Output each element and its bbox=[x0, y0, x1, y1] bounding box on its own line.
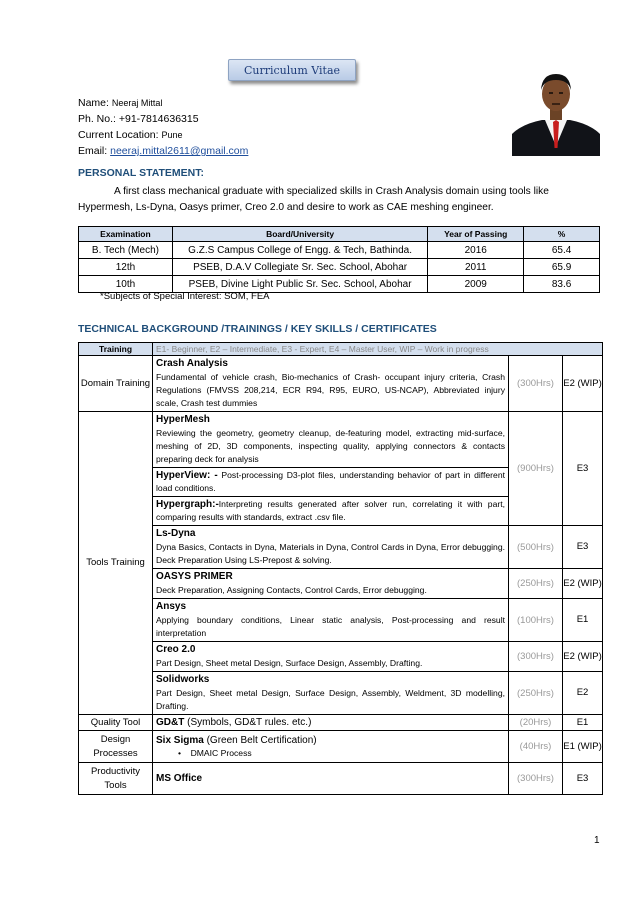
skill-title: Crash Analysis bbox=[156, 358, 228, 369]
email-label: Email: bbox=[78, 145, 108, 157]
education-col-board: Board/University bbox=[172, 227, 427, 242]
education-cell: 83.6 bbox=[524, 276, 600, 293]
subjects-footnote: *Subjects of Special Interest: SOM, FEA bbox=[100, 291, 270, 302]
skill-desc: Deck Preparation, Assigning Contacts, Control Cards, Error debugging. bbox=[156, 585, 427, 595]
table-row bbox=[79, 259, 600, 276]
education-cell: G.Z.S Campus College of Engg. & Tech, Bathinda. bbox=[172, 242, 427, 259]
skill-title: OASYS PRIMER bbox=[156, 571, 233, 582]
cv-title-badge: Curriculum Vitae bbox=[228, 59, 356, 81]
skill-six-sigma bbox=[153, 731, 509, 763]
skill-title: Solidworks bbox=[156, 674, 210, 685]
skill-desc: (Symbols, GD&T rules. etc.) bbox=[184, 717, 312, 728]
skill-desc: (Green Belt Certification) bbox=[203, 734, 317, 746]
education-cell: B. Tech (Mech) bbox=[79, 242, 173, 259]
education-cell: 65.9 bbox=[524, 259, 600, 276]
table-row bbox=[79, 763, 603, 795]
profile-photo bbox=[512, 60, 600, 156]
skill-desc: Fundamental of vehicle crash, Bio-mechanics of Crash- occupant injury criteria, Crash Regulations (FMVSS 208,214, ECR R94, R95, EURO, US-NCAP), Abbreviated injury scale, Crash test dummies bbox=[156, 372, 505, 408]
table-row bbox=[79, 276, 600, 293]
table-row bbox=[79, 599, 603, 642]
skill-desc: Dyna Basics, Contacts in Dyna, Materials in Dyna, Control Cards in Dyna, Error debugging. Deck Preparation Using LS-Prepost & solving. bbox=[156, 542, 505, 565]
education-cell: 2016 bbox=[428, 242, 524, 259]
skill-oasys-primer bbox=[153, 569, 509, 599]
skill-level: E1 (WIP) bbox=[563, 731, 603, 763]
skill-title: Ansys bbox=[156, 601, 187, 612]
skill-gdt bbox=[153, 715, 509, 731]
table-row bbox=[79, 672, 603, 715]
skill-hyperview bbox=[153, 468, 509, 497]
table-row bbox=[79, 526, 603, 569]
skill-title: MS Office bbox=[156, 773, 203, 784]
skill-solidworks bbox=[153, 672, 509, 715]
education-table bbox=[78, 226, 600, 293]
category-domain-training: Domain Training bbox=[79, 356, 153, 412]
category-quality-tool: Quality Tool bbox=[79, 715, 153, 731]
skill-level: E3 bbox=[563, 763, 603, 795]
education-cell: 10th bbox=[79, 276, 173, 293]
skills-table bbox=[78, 342, 603, 795]
skill-ms-office bbox=[153, 763, 509, 795]
education-col-examination: Examination bbox=[79, 227, 173, 242]
phone-value: +91-7814636315 bbox=[118, 113, 199, 125]
skill-hours: (100Hrs) bbox=[509, 599, 563, 642]
location-value: Pune bbox=[161, 130, 183, 140]
location-line bbox=[78, 127, 248, 143]
skills-level-legend: E1- Beginner, E2 – Intermediate, E3 - Expert, E4 – Master User, WIP – Work in progress bbox=[153, 343, 603, 356]
skill-creo bbox=[153, 642, 509, 672]
skill-level: E1 bbox=[563, 599, 603, 642]
table-row bbox=[79, 356, 603, 412]
skill-level: E1 bbox=[563, 715, 603, 731]
education-col-year: Year of Passing bbox=[428, 227, 524, 242]
skill-hours: (500Hrs) bbox=[509, 526, 563, 569]
technical-heading: TECHNICAL BACKGROUND /TRAININGS / KEY SKILLS / CERTIFICATES bbox=[78, 323, 437, 335]
skill-hypermesh bbox=[153, 412, 509, 468]
table-row bbox=[79, 569, 603, 599]
skill-desc: Part Design, Sheet metal Design, Surface Design, Assembly, Drafting. bbox=[156, 658, 423, 668]
education-cell: 65.4 bbox=[524, 242, 600, 259]
name-value: Neeraj Mittal bbox=[111, 98, 163, 108]
skill-title: GD&T bbox=[156, 717, 185, 728]
phone-line bbox=[78, 111, 248, 127]
bullet-text: DMAIC Process bbox=[190, 747, 252, 758]
education-col-percent: % bbox=[524, 227, 600, 242]
location-label: Current Location: bbox=[78, 129, 159, 141]
table-row bbox=[79, 242, 600, 259]
skill-level: E2 (WIP) bbox=[563, 356, 603, 412]
skill-hours: (900Hrs) bbox=[509, 412, 563, 526]
skill-desc: Part Design, Sheet metal Design, Surface Design, Assembly, Weldment, 3D modelling, Drafting. bbox=[156, 688, 505, 711]
skill-level: E2 (WIP) bbox=[563, 569, 603, 599]
skill-title: Creo 2.0 bbox=[156, 644, 196, 655]
skill-hypergraph bbox=[153, 497, 509, 526]
email-line bbox=[78, 143, 248, 159]
skill-title: Six Sigma bbox=[156, 734, 204, 746]
skill-title: HyperMesh bbox=[156, 414, 210, 425]
skill-hours: (250Hrs) bbox=[509, 672, 563, 715]
profile-photo-image bbox=[512, 60, 600, 156]
skill-ls-dyna bbox=[153, 526, 509, 569]
personal-statement-heading: PERSONAL STATEMENT: bbox=[78, 167, 205, 179]
personal-statement-text bbox=[78, 184, 598, 216]
education-cell: PSEB, D.A.V Collegiate Sr. Sec. School, Abohar bbox=[172, 259, 427, 276]
skill-title: Hypergraph:- bbox=[156, 499, 219, 510]
skill-hours: (40Hrs) bbox=[509, 731, 563, 763]
skill-crash-analysis bbox=[153, 356, 509, 412]
table-row bbox=[79, 715, 603, 731]
statement-body: A first class mechanical graduate with specialized skills in Crash Analysis domain using tools like Hypermesh, Ls-Dyna, Oasys primer, Creo 2.0 and desire to work as CAE meshing engineer. bbox=[78, 186, 549, 213]
education-cell: 12th bbox=[79, 259, 173, 276]
skills-col-training: Training bbox=[79, 343, 153, 356]
education-cell: PSEB, Divine Light Public Sr. Sec. School, Abohar bbox=[172, 276, 427, 293]
skill-level: E2 bbox=[563, 672, 603, 715]
education-cell: 2011 bbox=[428, 259, 524, 276]
skill-ansys bbox=[153, 599, 509, 642]
name-label: Name: bbox=[78, 97, 109, 109]
skill-level: E2 (WIP) bbox=[563, 642, 603, 672]
email-link[interactable]: neeraj.mittal2611@gmail.com bbox=[110, 145, 249, 157]
skill-desc: Post-processing D3-plot files, understanding behavior of part in different load conditions. bbox=[156, 470, 505, 493]
skill-hours: (300Hrs) bbox=[509, 763, 563, 795]
category-design-processes: Design Processes bbox=[79, 731, 153, 763]
table-row bbox=[79, 412, 603, 468]
page-number: 1 bbox=[594, 835, 600, 846]
table-row bbox=[79, 642, 603, 672]
skills-header-row bbox=[79, 343, 603, 356]
skill-level: E3 bbox=[563, 526, 603, 569]
category-tools-training: Tools Training bbox=[79, 412, 153, 715]
skill-hours: (300Hrs) bbox=[509, 642, 563, 672]
list-item: • DMAIC Process bbox=[178, 747, 252, 758]
name-line bbox=[78, 95, 248, 111]
skill-hours: (300Hrs) bbox=[509, 356, 563, 412]
skill-hours: (250Hrs) bbox=[509, 569, 563, 599]
skill-desc: Interpreting results generated after solver run, correlating it with part, comparing results with standards, extract .csv file. bbox=[156, 499, 505, 522]
education-cell: 2009 bbox=[428, 276, 524, 293]
education-header-row bbox=[79, 227, 600, 242]
skill-desc: Reviewing the geometry, geometry cleanup, de-featuring model, extracting mid-surface, meshing of 2D, 3D components, inspecting quality, applying connectors & contacts preparing deck for analysis bbox=[156, 428, 505, 464]
skill-hours: (20Hrs) bbox=[509, 715, 563, 731]
contact-block bbox=[78, 95, 248, 159]
skill-desc: Applying boundary conditions, Linear static analysis, Post-processing and result interpretation bbox=[156, 615, 505, 638]
skill-title: HyperView: - bbox=[156, 470, 218, 481]
phone-label: Ph. No.: bbox=[78, 113, 116, 125]
category-productivity-tools: Productivity Tools bbox=[79, 763, 153, 795]
skill-title: Ls-Dyna bbox=[156, 528, 196, 539]
skill-level: E3 bbox=[563, 412, 603, 526]
table-row bbox=[79, 731, 603, 763]
